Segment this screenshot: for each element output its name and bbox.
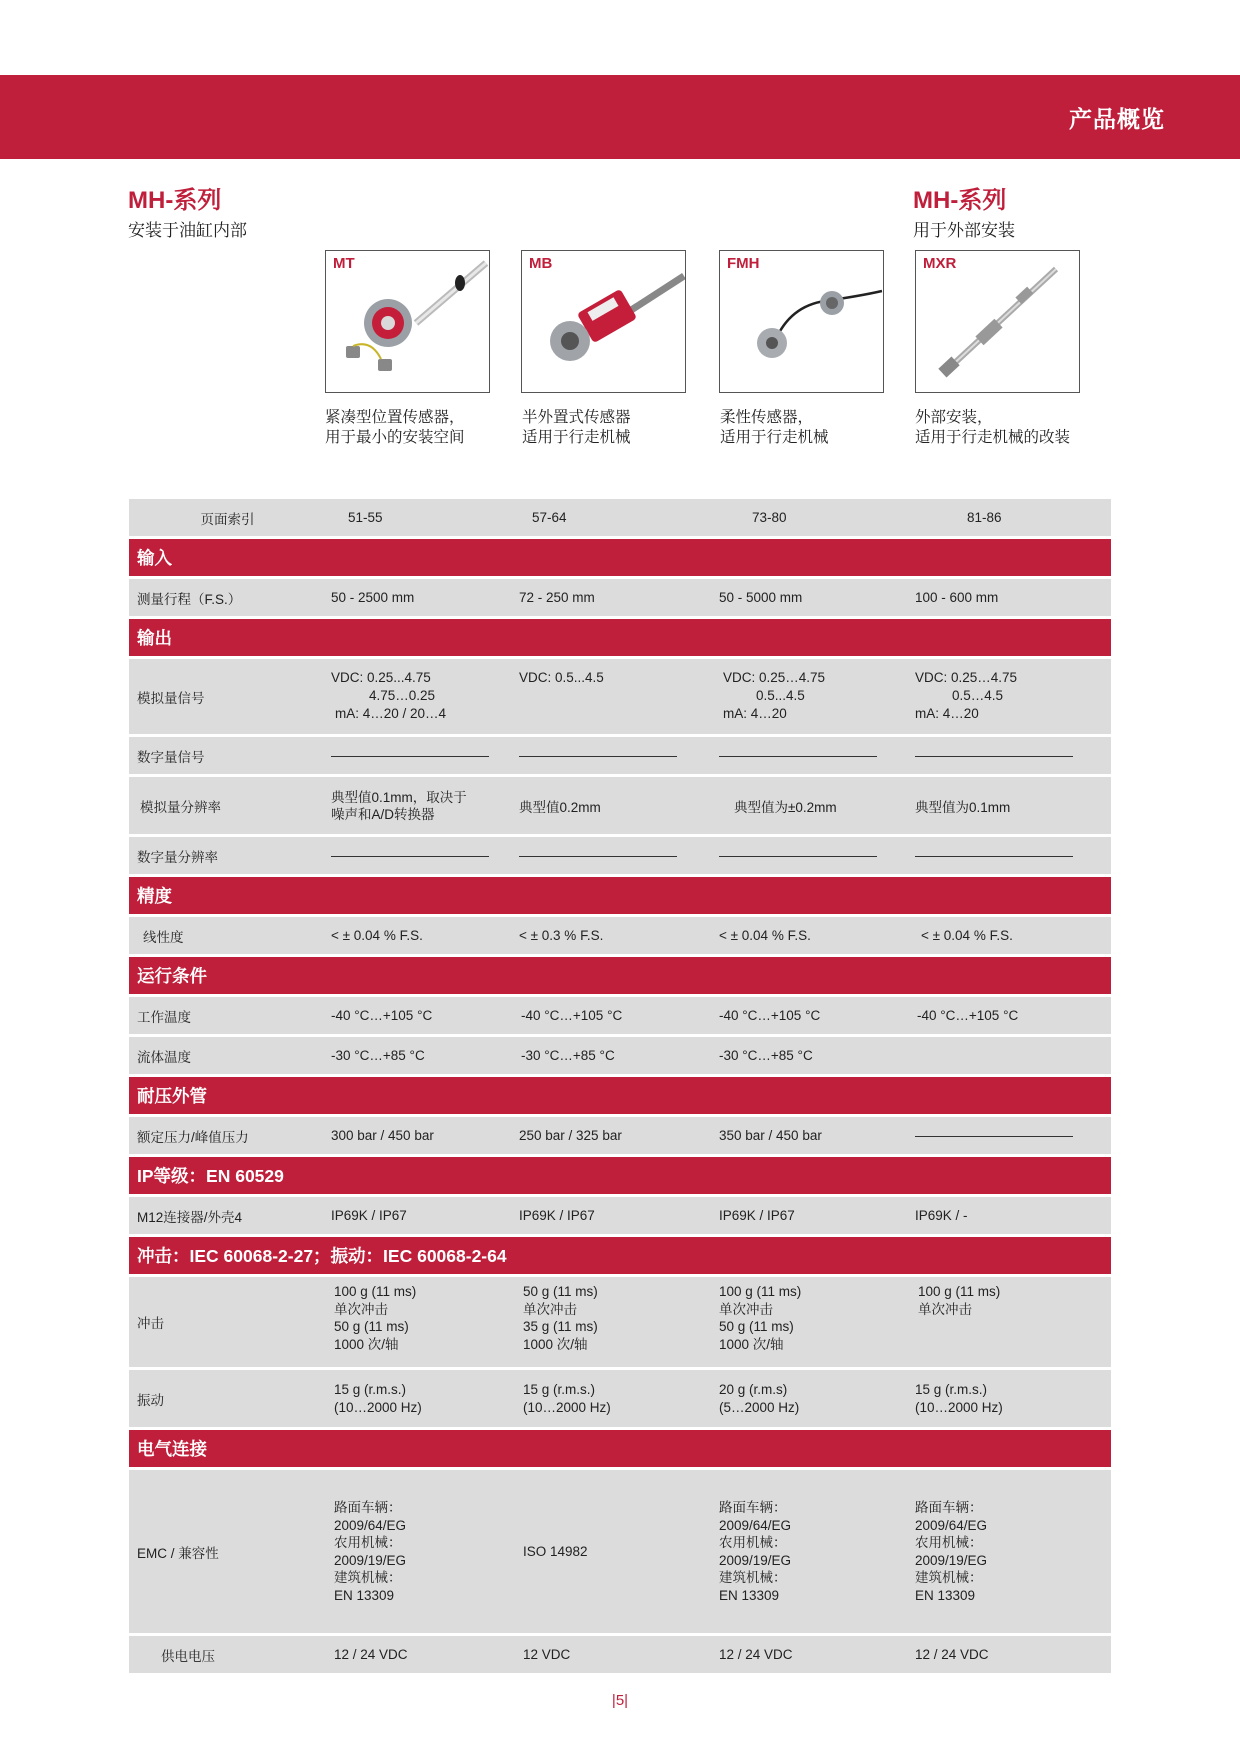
cell: 57-64 xyxy=(519,499,719,536)
cell-line: 建筑机械： xyxy=(915,1570,983,1585)
table-row-linearity xyxy=(129,917,1111,954)
cell-line: VDC: 0.5...4.5 xyxy=(519,670,604,685)
cell-line: VDC: 0.25...4.75 xyxy=(331,670,431,685)
empty-dash xyxy=(915,856,1073,857)
cell: 典型值0.2mm xyxy=(519,777,719,834)
mxr-sensor-illustration xyxy=(916,251,1079,392)
desc-line: 外部安装， xyxy=(915,409,993,426)
product-code-mxr: MXR xyxy=(923,255,957,272)
cell-line: 单次冲击 xyxy=(918,1301,972,1317)
section-electrical xyxy=(129,1430,1111,1467)
table-row-index xyxy=(129,499,1111,536)
cell-line: mA: 4…20 / 20…4 xyxy=(335,706,447,721)
cell: 51-55 xyxy=(326,499,519,536)
section-title: 输出 xyxy=(129,619,1111,656)
section-title: IP等级：EN 60529 xyxy=(129,1157,1111,1194)
cell xyxy=(719,1370,915,1427)
product-desc-fmh xyxy=(720,408,829,448)
cell-line: EN 13309 xyxy=(334,1587,395,1603)
cell-line: 100 g (11 ms) xyxy=(719,1284,802,1299)
cell: < ± 0.04 % F.S. xyxy=(326,917,519,954)
table-row-digital xyxy=(129,737,1111,774)
fmh-sensor-illustration xyxy=(720,251,883,392)
series-left xyxy=(128,188,247,241)
table-row-ip xyxy=(129,1197,1111,1234)
cell-line: 1000 次/轴 xyxy=(523,1336,588,1352)
cell: 12 VDC xyxy=(519,1636,719,1673)
product-image-mxr xyxy=(915,250,1080,393)
cell xyxy=(326,1470,519,1633)
cell-line: 2009/19/EG xyxy=(719,1552,792,1568)
row-label: 额定压力/峰值压力 xyxy=(129,1117,326,1154)
cell xyxy=(915,1370,1111,1427)
table-row-emc xyxy=(129,1470,1111,1633)
cell: 50 - 2500 mm xyxy=(326,579,519,616)
cell xyxy=(719,737,915,774)
product-image-mb xyxy=(521,250,686,393)
table-row-shock xyxy=(129,1277,1111,1367)
product-code-fmh: FMH xyxy=(727,255,760,272)
desc-line: 半外置式传感器 xyxy=(522,409,631,426)
cell-line: 路面车辆： xyxy=(719,1500,787,1515)
cell: 350 bar / 450 bar xyxy=(719,1117,915,1154)
empty-dash xyxy=(915,1136,1073,1137)
table-row-work-temp xyxy=(129,997,1111,1034)
cell: < ± 0.04 % F.S. xyxy=(915,917,1111,954)
cell: ISO 14982 xyxy=(519,1470,719,1633)
cell-line: 单次冲击 xyxy=(334,1301,388,1317)
cell-line: 0.5…4.5 xyxy=(952,688,1004,703)
mt-sensor-illustration xyxy=(326,251,489,392)
row-label: 数字量分辨率 xyxy=(129,837,326,874)
section-input xyxy=(129,539,1111,576)
cell xyxy=(326,777,519,834)
cell: IP69K / - xyxy=(915,1197,1111,1234)
section-ip xyxy=(129,1157,1111,1194)
cell: -40 °C…+105 °C xyxy=(915,997,1111,1034)
cell: -30 °C…+85 °C xyxy=(326,1037,519,1074)
empty-dash xyxy=(719,856,877,857)
desc-line: 用于最小的安装空间 xyxy=(325,429,465,446)
mb-sensor-illustration xyxy=(522,251,685,392)
cell xyxy=(326,737,519,774)
desc-line: 适用于行走机械 xyxy=(720,429,829,446)
cell-line: 1000 次/轴 xyxy=(334,1336,399,1352)
cell xyxy=(719,837,915,874)
section-accuracy xyxy=(129,877,1111,914)
cell-line: VDC: 0.25…4.75 xyxy=(723,670,826,685)
cell: < ± 0.3 % F.S. xyxy=(519,917,719,954)
spec-table xyxy=(129,496,1111,1676)
cell-line: (5…2000 Hz) xyxy=(719,1399,800,1415)
row-label: 工作温度 xyxy=(129,997,326,1034)
cell-line: 35 g (11 ms) xyxy=(523,1319,598,1334)
cell: -30 °C…+85 °C xyxy=(519,1037,719,1074)
empty-dash xyxy=(519,856,677,857)
desc-line: 适用于行走机械 xyxy=(522,429,631,446)
cell-line: 1000 次/轴 xyxy=(719,1336,784,1352)
series-right-title: MH-系列 xyxy=(913,187,1007,214)
row-label: 数字量信号 xyxy=(129,737,326,774)
empty-dash xyxy=(331,856,489,857)
section-output xyxy=(129,619,1111,656)
row-label: 流体温度 xyxy=(129,1037,326,1074)
series-left-subtitle: 安装于油缸内部 xyxy=(128,221,247,240)
cell-line: (10…2000 Hz) xyxy=(523,1399,611,1415)
cell-line: EN 13309 xyxy=(719,1587,780,1603)
table-row-vibration xyxy=(129,1370,1111,1427)
section-title: 耐压外管 xyxy=(129,1077,1111,1114)
cell: 12 / 24 VDC xyxy=(915,1636,1111,1673)
cell-line: 2009/64/EG xyxy=(719,1517,792,1533)
table-row-analog xyxy=(129,659,1111,734)
cell xyxy=(326,1370,519,1427)
cell-line: 100 g (11 ms) xyxy=(334,1284,417,1299)
page-number: |5| xyxy=(611,1692,629,1709)
cell-line: 15 g (r.m.s.) xyxy=(523,1382,596,1397)
cell-line: VDC: 0.25…4.75 xyxy=(915,670,1018,685)
cell: IP69K / IP67 xyxy=(719,1197,915,1234)
header-banner xyxy=(0,75,1240,159)
table-row-supply xyxy=(129,1636,1111,1673)
cell-line: 4.75…0.25 xyxy=(369,688,436,703)
cell: -40 °C…+105 °C xyxy=(326,997,519,1034)
cell-line: 农用机械： xyxy=(334,1535,402,1550)
series-right xyxy=(913,188,1015,241)
row-label: 页面索引 xyxy=(129,499,326,536)
cell xyxy=(519,737,719,774)
cell-line: 2009/64/EG xyxy=(334,1517,407,1533)
cell-line: 路面车辆： xyxy=(915,1500,983,1515)
cell-line: 建筑机械： xyxy=(334,1570,402,1585)
empty-dash xyxy=(519,756,677,757)
cell xyxy=(719,659,915,734)
cell: IP69K / IP67 xyxy=(326,1197,519,1234)
row-label: 模拟量分辨率 xyxy=(129,777,326,834)
cell-line: 2009/19/EG xyxy=(915,1552,988,1568)
cell xyxy=(519,1277,719,1367)
empty-dash xyxy=(915,756,1073,757)
cell-line: 单次冲击 xyxy=(523,1301,577,1317)
empty-dash xyxy=(719,756,877,757)
cell: 12 / 24 VDC xyxy=(326,1636,519,1673)
row-label: EMC / 兼容性 xyxy=(129,1470,326,1633)
cell: 81-86 xyxy=(915,499,1111,536)
cell xyxy=(719,1470,915,1633)
desc-line: 柔性传感器， xyxy=(720,409,814,426)
cell xyxy=(915,1277,1111,1367)
table-row-pressure xyxy=(129,1117,1111,1154)
table-row-digital-res xyxy=(129,837,1111,874)
section-title: 精度 xyxy=(129,877,1111,914)
cell xyxy=(915,837,1111,874)
cell: 50 - 5000 mm xyxy=(719,579,915,616)
cell xyxy=(915,737,1111,774)
row-label: 线性度 xyxy=(129,917,326,954)
cell: < ± 0.04 % F.S. xyxy=(719,917,915,954)
cell-line: 50 g (11 ms) xyxy=(523,1284,598,1299)
cell-line: 建筑机械： xyxy=(719,1570,787,1585)
page-title: 产品概览 xyxy=(1069,106,1165,132)
cell xyxy=(326,659,519,734)
product-code-mt: MT xyxy=(333,255,355,272)
row-label: M12连接器/外壳4 xyxy=(129,1197,326,1234)
cell: 72 - 250 mm xyxy=(519,579,719,616)
cell-line: 20 g (r.m.s) xyxy=(719,1382,788,1397)
row-label: 振动 xyxy=(129,1370,326,1427)
cell xyxy=(915,1117,1111,1154)
cell-line: 2009/19/EG xyxy=(334,1552,407,1568)
cell-line: 50 g (11 ms) xyxy=(334,1319,409,1334)
cell-line: 2009/64/EG xyxy=(915,1517,988,1533)
cell-line: 典型值0.1mm，取决于 xyxy=(331,789,467,805)
cell-line: 农用机械： xyxy=(915,1535,983,1550)
section-title: 运行条件 xyxy=(129,957,1111,994)
cell: 100 - 600 mm xyxy=(915,579,1111,616)
cell-line: 农用机械： xyxy=(719,1535,787,1550)
cell xyxy=(326,1277,519,1367)
cell-line: (10…2000 Hz) xyxy=(915,1399,1003,1415)
product-desc-mt xyxy=(325,408,465,448)
cell-line: mA: 4…20 xyxy=(723,706,787,721)
table-row-fluid-temp xyxy=(129,1037,1111,1074)
cell: 73-80 xyxy=(719,499,915,536)
table-row-range xyxy=(129,579,1111,616)
row-label: 冲击 xyxy=(129,1277,326,1367)
cell-line: 50 g (11 ms) xyxy=(719,1319,794,1334)
product-desc-mb xyxy=(522,408,631,448)
cell-line: 路面车辆： xyxy=(334,1500,402,1515)
cell-line: mA: 4…20 xyxy=(915,706,979,721)
row-label: 测量行程（F.S.） xyxy=(129,579,326,616)
cell-line: 噪声和A/D转换器 xyxy=(331,806,435,822)
cell xyxy=(915,1037,1111,1074)
desc-line: 适用于行走机械的改装 xyxy=(915,429,1071,446)
section-pressure xyxy=(129,1077,1111,1114)
product-image-mt xyxy=(325,250,490,393)
empty-dash xyxy=(331,756,489,757)
cell xyxy=(719,1277,915,1367)
cell-line: 0.5...4.5 xyxy=(756,688,805,703)
row-label: 模拟量信号 xyxy=(129,659,326,734)
cell: -30 °C…+85 °C xyxy=(719,1037,915,1074)
cell-line: 100 g (11 ms) xyxy=(918,1284,1001,1299)
cell-line: (10…2000 Hz) xyxy=(334,1399,422,1415)
series-left-title: MH-系列 xyxy=(128,187,222,214)
row-label: 供电电压 xyxy=(129,1636,326,1673)
cell xyxy=(519,659,719,734)
section-shock xyxy=(129,1237,1111,1274)
cell xyxy=(915,659,1111,734)
table-row-analog-res xyxy=(129,777,1111,834)
cell-line: 15 g (r.m.s.) xyxy=(334,1382,407,1397)
cell xyxy=(519,837,719,874)
cell xyxy=(915,1470,1111,1633)
cell: IP69K / IP67 xyxy=(519,1197,719,1234)
section-title: 输入 xyxy=(129,539,1111,576)
cell: 300 bar / 450 bar xyxy=(326,1117,519,1154)
product-desc-mxr xyxy=(915,408,1070,448)
series-right-subtitle: 用于外部安装 xyxy=(913,221,1015,240)
cell-line: 15 g (r.m.s.) xyxy=(915,1382,988,1397)
section-title: 冲击：IEC 60068-2-27；振动：IEC 60068-2-64 xyxy=(129,1237,1111,1274)
cell: 典型值为±0.2mm xyxy=(719,777,915,834)
cell xyxy=(519,1370,719,1427)
product-code-mb: MB xyxy=(529,255,553,272)
cell: 250 bar / 325 bar xyxy=(519,1117,719,1154)
desc-line: 紧凑型位置传感器， xyxy=(325,409,465,426)
product-image-fmh xyxy=(719,250,884,393)
cell xyxy=(326,837,519,874)
cell: -40 °C…+105 °C xyxy=(719,997,915,1034)
cell: -40 °C…+105 °C xyxy=(519,997,719,1034)
cell-line: 单次冲击 xyxy=(719,1301,773,1317)
cell: 12 / 24 VDC xyxy=(719,1636,915,1673)
cell-line: EN 13309 xyxy=(915,1587,976,1603)
section-title: 电气连接 xyxy=(129,1430,1111,1467)
section-operating xyxy=(129,957,1111,994)
cell: 典型值为0.1mm xyxy=(915,777,1111,834)
